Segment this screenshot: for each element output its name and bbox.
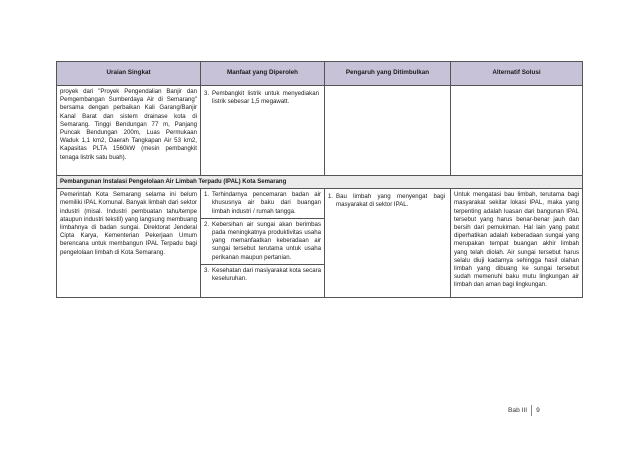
header-alternatif: Alternatif Solusi [451,62,583,86]
cell-uraian: Pemerintah Kota Semarang selama ini belum memiliki IPAL Komunal. Banyak limbah dari sektor industri (misal. Industri pembuatan tahu/tempe ataupun industri tekstil) yang langsung membuang limbahnya di badan sungai. Direktorat Jenderal Cipta Karya, Kementerian Pekerjaan Umum berencana untuk membangun IPAL Terpadu bagi pengelolaan limbah di Kota Semarang. [57,189,201,298]
list-item-number: 1. [328,193,334,201]
cell-alternatif [451,86,583,176]
header-manfaat: Manfaat yang Diperoleh [201,62,325,86]
cell-manfaat [201,189,325,298]
table-row [57,86,583,176]
list-item [201,189,324,218]
manfaat-item-2 [201,219,324,265]
footer-divider [531,405,532,416]
section-row [57,176,583,189]
chapter-label: Bab III [508,407,528,414]
list-item-number: 1. [204,191,210,199]
list-item-text: Pembangkit listrik untuk menyediakan listrik sebesar 1,5 megawatt. [212,90,319,106]
manfaat-item-3 [201,265,324,297]
list-item-number: 2. [204,220,210,228]
list-item [201,265,324,297]
cell-pengaruh [325,86,451,176]
cell-uraian: proyek dari "Proyek Pengendalian Banjir dan Pemgembangan Sumberdaya Air di Semarang" bersama dengan perbaikan Kali Garang/Banjir Kanal Barat dan sistem drainase kota di Semarang. Tinggi Bendungan 77 m, Panjang Puncak Bendungan 200m, Luas Permukaan Waduk 1,1 km2, Daerah Tangkapan Air 53 km2, Kapasitas PLTA 1560kW (mesin pembangkit tenaga listrik satu buah). [57,86,201,176]
list-item [201,219,324,264]
cell-manfaat [201,86,325,176]
analysis-table [56,61,583,298]
page-number: 9 [536,407,540,414]
list-item-text: Bau limbah yang menyengat bagi masyarakat di sektor IPAL. [336,193,445,209]
list-item [328,191,447,211]
list-item [204,88,321,108]
table-header-row [57,62,583,86]
header-uraian: Uraian Singkat [57,62,201,86]
list-item-text: Kesehatan dari masiyarakat kota secara keseluruhan. [212,266,321,283]
header-pengaruh: Pengaruh yang Ditimbulkan [325,62,451,86]
manfaat-item-1 [201,189,324,219]
cell-alternatif: Untuk mengatasi bau limbah, terutama bagi masyarakat sekitar lokasi IPAL, maka yang terpenting adalah luasan dari bangunan IPAL tersebut yang harus benar-benar jauh dan bersih dari pemukiman. Hal lain yang patut diperhatikan adalah keberadaan sungai yang merupakan tempat buangan akhir limbah yang telah diolah. Air sungai tersebut harus selalu diuji kadarnya sehingga hasil olahan limbah yang dibuang ke sungai tersebut sudah memenuhi baku mutu lingkungan air limbah dan aman bagi lingkungan. [451,189,583,298]
cell-pengaruh [325,189,451,298]
list-item-text: Kebersihan air sungai akan berimbas pada meningkatnya produktivitas usaha yang memanfaatkan keberadaan air sungai tersebut terutama untuk usaha perikanan maupun pertanian. [212,220,321,261]
section-title: Pembangunan Instalasi Pengelolaan Air Limbah Terpadu (IPAL) Kota Semarang [57,176,583,189]
list-item-text: Terhindarnya pencemaran badan air khususnya air baku dari buangan limbah industri / rumah tangga. [212,191,321,215]
page-footer [508,405,540,416]
list-item-number: 3. [204,90,210,97]
table-row [57,189,583,298]
list-item-number: 3. [204,266,210,274]
